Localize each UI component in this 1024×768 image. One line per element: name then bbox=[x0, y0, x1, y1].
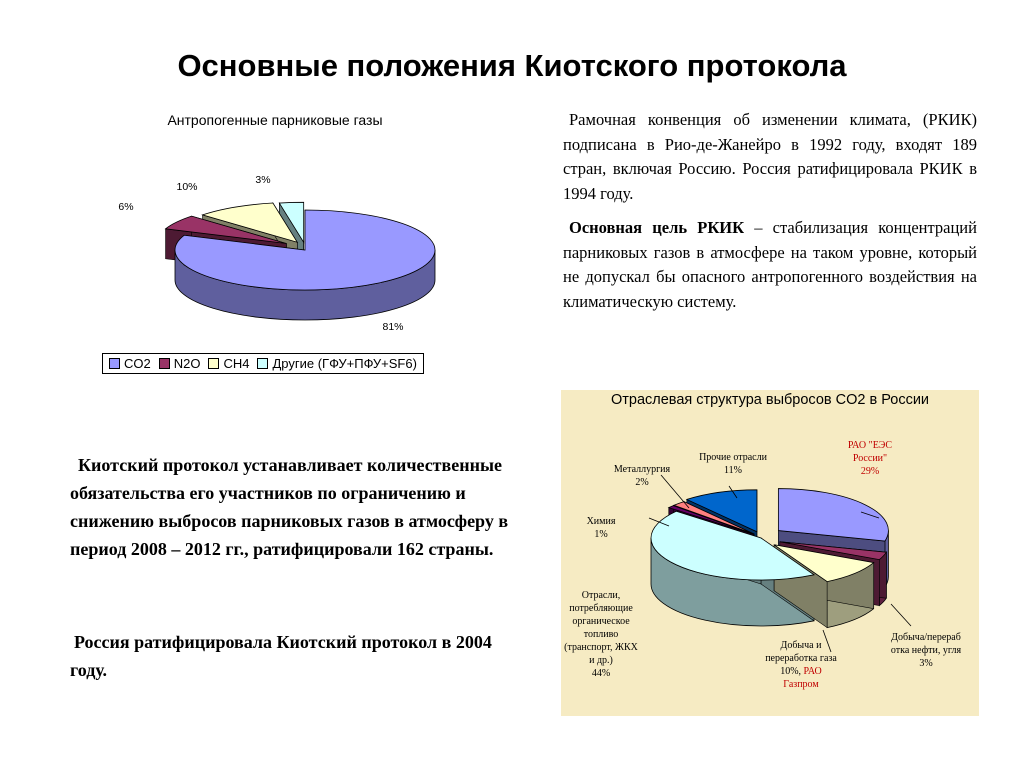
paragraph-russia-ratified: Россия ратифицировала Киотский протокол в 2004 году. bbox=[70, 632, 492, 680]
ghg-data-label-0: 81% bbox=[382, 321, 404, 330]
paragraph-goal-text: – стабилизация концентраций парниковых газов в атмосфере на таком уровне, который не допускал бы опасного антропогенного воздействия на климатическую систему. bbox=[563, 218, 977, 311]
ghg-data-label-2: 10% bbox=[176, 181, 198, 193]
label-rao-ees: РАО "ЕЭС России" 29% bbox=[847, 440, 893, 477]
legend-item-n2o: N2O bbox=[159, 356, 201, 371]
ghg-data-label-1: 6% bbox=[118, 201, 134, 213]
chart1-legend bbox=[102, 353, 424, 374]
label-gas: Добыча и переработка газа 10%, РАО Газпром bbox=[765, 640, 837, 690]
paragraph-goal-bold: Основная цель РКИК bbox=[569, 218, 745, 237]
label-other-industries: Прочие отрасли 11% bbox=[699, 452, 767, 476]
legend-item-co2: CO2 bbox=[109, 356, 151, 371]
chart1-title: Антропогенные парниковые газы bbox=[167, 112, 383, 128]
legend-swatch-n2o bbox=[159, 358, 170, 369]
label-fuel-consumers: Отрасли, потребляющие органическое топливо (транспорт, ЖКХ и др.) 44% bbox=[564, 590, 638, 679]
legend-swatch-ch4 bbox=[208, 358, 219, 369]
paragraph-kyoto: Киотский протокол устанавливает количественные обязательства его участников по ограничению и снижению выбросов парниковых газов в атмосферу в период 2008 – 2012 гг., ратифицировали 162 страны. bbox=[70, 455, 509, 559]
legend-item-other: Другие (ГФУ+ПФУ+SF6) bbox=[257, 356, 416, 371]
label-oil-coal: Добыча/перераб отка нефти, угля 3% bbox=[890, 632, 962, 669]
legend-item-ch4: CH4 bbox=[208, 356, 249, 371]
label-metallurgy: Металлургия 2% bbox=[613, 464, 671, 488]
co2-sector-chart-panel bbox=[561, 390, 979, 716]
legend-swatch-other bbox=[257, 358, 268, 369]
label-chemistry: Химия 1% bbox=[586, 516, 616, 540]
legend-swatch-co2 bbox=[109, 358, 120, 369]
page-title: Основные положения Киотского протокола bbox=[177, 48, 847, 83]
chart2-title: Отраслевая структура выбросов CO2 в России bbox=[610, 392, 930, 408]
paragraph-unfccc-goal bbox=[563, 216, 977, 314]
ghg-pie-chart bbox=[95, 170, 465, 330]
co2-leader-line-1 bbox=[891, 604, 911, 626]
paragraph-unfccc: Рамочная конвенция об изменении климата, (РКИК) подписана в Рио-де-Жанейро в 1992 году, входят 189 стран, включая Россию. Россия ратифицировала РКИК в 1994 году. bbox=[563, 110, 977, 203]
ghg-data-label-3: 3% bbox=[255, 174, 271, 186]
